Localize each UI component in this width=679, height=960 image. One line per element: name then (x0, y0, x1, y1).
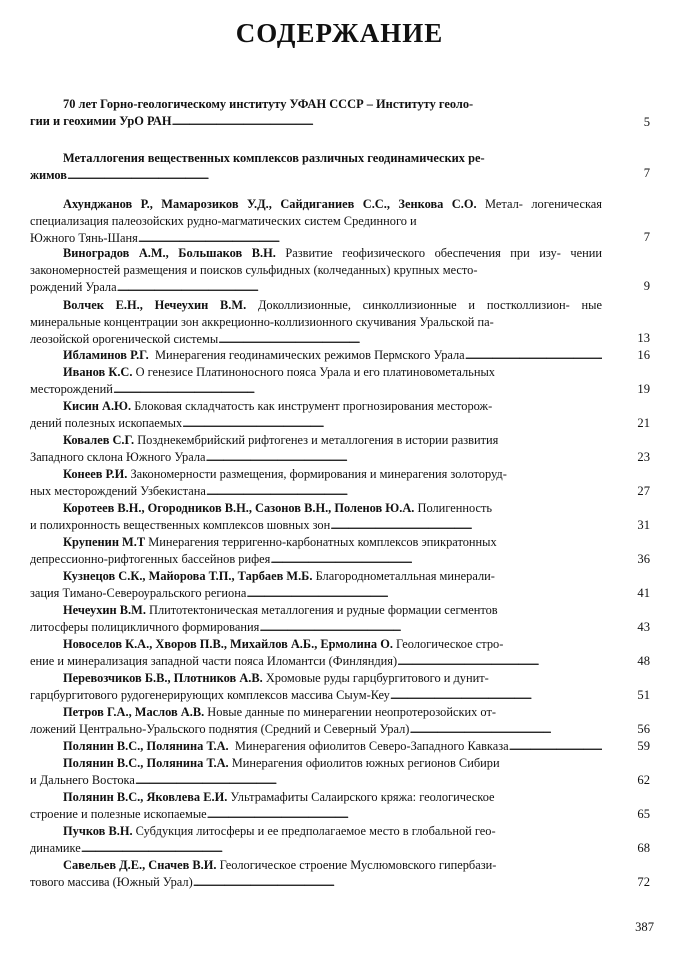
toc-entry (30, 96, 602, 130)
entry-page-number: 5 (643, 115, 650, 129)
entry-page-number: 51 (637, 688, 650, 702)
leader-dots (246, 585, 602, 602)
entry-title: Металлогения вещественных комплексов различных геодинамических ре- (63, 151, 485, 165)
entry-authors: Полянин В.С., Полянина Т.А. (63, 756, 229, 770)
toc-entry (30, 297, 602, 348)
entry-authors: Ковалев С.Г. (63, 433, 135, 447)
entry-authors: Петров Г.А., Маслов А.В. (63, 705, 205, 719)
toc-entry (30, 670, 602, 704)
entry-page-number: 62 (637, 773, 650, 787)
entry-title-end: жимов (30, 168, 67, 182)
entry-authors: Савельев Д.Е., Сначев В.И. (63, 858, 217, 872)
entry-title: Ультрамафиты Салаирского кряжа: геологическое (227, 790, 495, 804)
entry-page-number: 43 (637, 620, 650, 634)
page-number: 387 (635, 920, 654, 934)
entry-title-end: гарцбургитового рудогенерирующих комплексов массива Сыум-Кеу (30, 688, 390, 702)
entry-title: Метал- логеническая специализация палеозойских рудно-магматических систем Срединного и (30, 197, 602, 228)
entry-title: Минерагения офиолитов южных регионов Сибири (228, 756, 500, 770)
toc-entry (30, 347, 602, 364)
leader-dots (193, 874, 602, 891)
entry-title: Минерагения терригенно-карбонатных комплексов эпикратонных (145, 535, 497, 549)
toc-entry (30, 857, 602, 891)
entry-authors: Иванов К.С. (63, 365, 133, 379)
toc-entry (30, 500, 602, 534)
entry-title: Благороднометалльная минерали- (312, 569, 495, 583)
entry-authors: Волчек Е.Н., Нечеухин В.М. (63, 298, 247, 312)
leader-dots (207, 806, 602, 823)
entry-title-end: леозойской орогенической системы (30, 332, 219, 346)
entry-authors: Полянин В.С., Яковлева Е.И. (63, 790, 228, 804)
entry-authors: Кисин А.Ю. (63, 399, 132, 413)
entry-title: Плитотектоническая металлогения и рудные формации сегментов (145, 603, 498, 617)
entry-title: Закономерности размещения, формирования и минерагения золоторуд- (127, 467, 507, 481)
entry-page-number: 56 (637, 722, 650, 736)
entry-title-end: депрессионно-рифтогенных бассейнов рифея (30, 552, 271, 566)
entry-title-end: Минерагения офиолитов Северо-Западного Кавказа (234, 739, 509, 753)
toc-entry (30, 568, 602, 602)
toc-entry (30, 602, 602, 636)
entry-page-number: 59 (637, 739, 650, 753)
toc-entry (30, 823, 602, 857)
leader-dots (330, 517, 602, 534)
entry-page-number: 65 (637, 807, 650, 821)
entry-title: Развитие геофизического обеспечения при изу- чении закономерностей размещения и поисков сульфидных (колчеданных) крупных место- (30, 246, 603, 277)
entry-title-end: зация Тимано-Североуральского региона (30, 586, 247, 600)
toc-entry (30, 534, 602, 568)
entry-authors: Кузнецов С.К., Майорова Т.П., Тарбаев М.Б. (63, 569, 313, 583)
leader-dots (509, 738, 602, 755)
entry-title-end: Минерагения геодинамических режимов Пермского Урала (154, 348, 465, 362)
entry-title: Доколлизионные, синколлизионные и постколлизион- ные минеральные концентрации зон аккреционно-коллизионного скучивания Уральской па- (30, 298, 602, 329)
entry-title: Новые данные по минерагении неопротерозойских от- (204, 705, 496, 719)
entry-title: 70 лет Горно-геологическому институту УФАН СССР – Институту геоло- (63, 97, 474, 111)
entry-title: Хромовые руды гарцбургитового и дунит- (262, 671, 489, 685)
entry-title-end: тового массива (Южный Урал) (30, 875, 193, 889)
entry-page-number: 7 (643, 166, 650, 180)
entry-authors: Крупенин М.Т (63, 535, 146, 549)
entry-page-number: 36 (637, 552, 650, 566)
toc-entry (30, 150, 602, 184)
leader-dots (270, 551, 602, 568)
entry-authors: Конеев Р.И. (63, 467, 128, 481)
entry-page-number: 41 (637, 586, 650, 600)
leader-dots (182, 415, 602, 432)
leader-dots (113, 381, 602, 398)
page-title: СОДЕРЖАНИЕ (235, 18, 444, 48)
toc-entry (30, 432, 602, 466)
leader-dots (172, 113, 602, 130)
toc-entry (30, 704, 602, 738)
entry-title-end: ение и минерализация западной части пояса Иломантси (Финляндия) (30, 654, 398, 668)
leader-dots (67, 167, 602, 184)
toc-entry (30, 398, 602, 432)
entry-title: О генезисе Платиноносного пояса Урала и его платиновометальных (132, 365, 495, 379)
entry-title-end: месторождений (30, 382, 113, 396)
toc-entry (30, 466, 602, 500)
leader-dots (206, 483, 602, 500)
entry-page-number: 23 (637, 450, 650, 464)
leader-dots (465, 347, 602, 364)
entry-title-end: ных месторождений Узбекистана (30, 484, 206, 498)
entry-authors: Коротеев В.Н., Огородников В.Н., Сазонов В.Н., Поленов Ю.А. (63, 501, 415, 515)
entry-title: Полигенность (414, 501, 493, 515)
toc-entry (30, 196, 602, 247)
entry-page-number: 68 (637, 841, 650, 855)
entry-title-end: ложений Центрально-Уральского поднятия (Средний и Северный Урал) (30, 722, 410, 736)
entry-authors: Нечеухин В.М. (63, 603, 146, 617)
entry-title: Субдукция литосферы и ее предполагаемое место в глобальной гео- (132, 824, 496, 838)
toc-entry (30, 755, 602, 789)
entry-page-number: 16 (637, 348, 650, 362)
entry-title: Блоковая складчатость как инструмент прогнозирования месторож- (131, 399, 493, 413)
toc-entry (30, 789, 602, 823)
entry-title-end: Западного склона Южного Урала (30, 450, 206, 464)
toc-entry (30, 245, 602, 296)
leader-dots (390, 687, 602, 704)
entry-title-end: рождений Урала (30, 280, 117, 294)
leader-dots (409, 721, 602, 738)
entry-title: Геологическое стро- (392, 637, 504, 651)
entry-authors: Перевозчиков Б.В., Плотников А.В. (63, 671, 263, 685)
leader-dots (259, 619, 602, 636)
entry-authors: Ахунджанов Р., Мамарозиков У.Д., Сайдиганиев С.С., Зенкова С.О. (63, 197, 477, 211)
entry-title-end: литосферы полицикличного формирования (30, 620, 260, 634)
entry-page-number: 19 (637, 382, 650, 396)
entry-page-number: 31 (637, 518, 650, 532)
leader-dots (135, 772, 602, 789)
entry-authors: Пучков В.Н. (63, 824, 133, 838)
leader-dots (397, 653, 602, 670)
entry-title-end: Южного Тянь-Шаня (30, 231, 138, 245)
leader-dots (81, 840, 602, 857)
entry-page-number: 21 (637, 416, 650, 430)
entry-authors: Виноградов А.М., Большаков В.Н. (63, 246, 276, 260)
entry-page-number: 13 (637, 331, 650, 345)
entry-title-end: и полихронность вещественных комплексов шовных зон (30, 518, 331, 532)
entry-title-end: и Дальнего Востока (30, 773, 135, 787)
entry-authors: Ибламинов Р.Г. (63, 348, 155, 362)
toc-entry (30, 738, 602, 755)
leader-dots (117, 279, 602, 296)
entry-title-end: динамике (30, 841, 81, 855)
entry-title: Позднекембрийский рифтогенез и металлогения в истории развития (134, 433, 499, 447)
leader-dots (218, 331, 602, 348)
toc-entry (30, 364, 602, 398)
entry-page-number: 72 (637, 875, 650, 889)
entry-authors: Новоселов К.А., Хворов П.В., Михайлов А.Б., Ермолина О. (63, 637, 393, 651)
leader-dots (206, 449, 602, 466)
entry-title: Геологическое строение Муслюмовского гипербази- (216, 858, 497, 872)
toc-entry (30, 636, 602, 670)
entry-title-end: дений полезных ископаемых (30, 416, 183, 430)
entry-page-number: 27 (637, 484, 650, 498)
entry-page-number: 7 (643, 230, 650, 244)
entry-page-number: 48 (637, 654, 650, 668)
entry-page-number: 9 (643, 279, 650, 293)
entry-authors: Полянин В.С., Полянина Т.А. (63, 739, 235, 753)
entry-title-end: строение и полезные ископаемые (30, 807, 207, 821)
entry-title-end: гии и геохимии УрО РАН (30, 114, 172, 128)
